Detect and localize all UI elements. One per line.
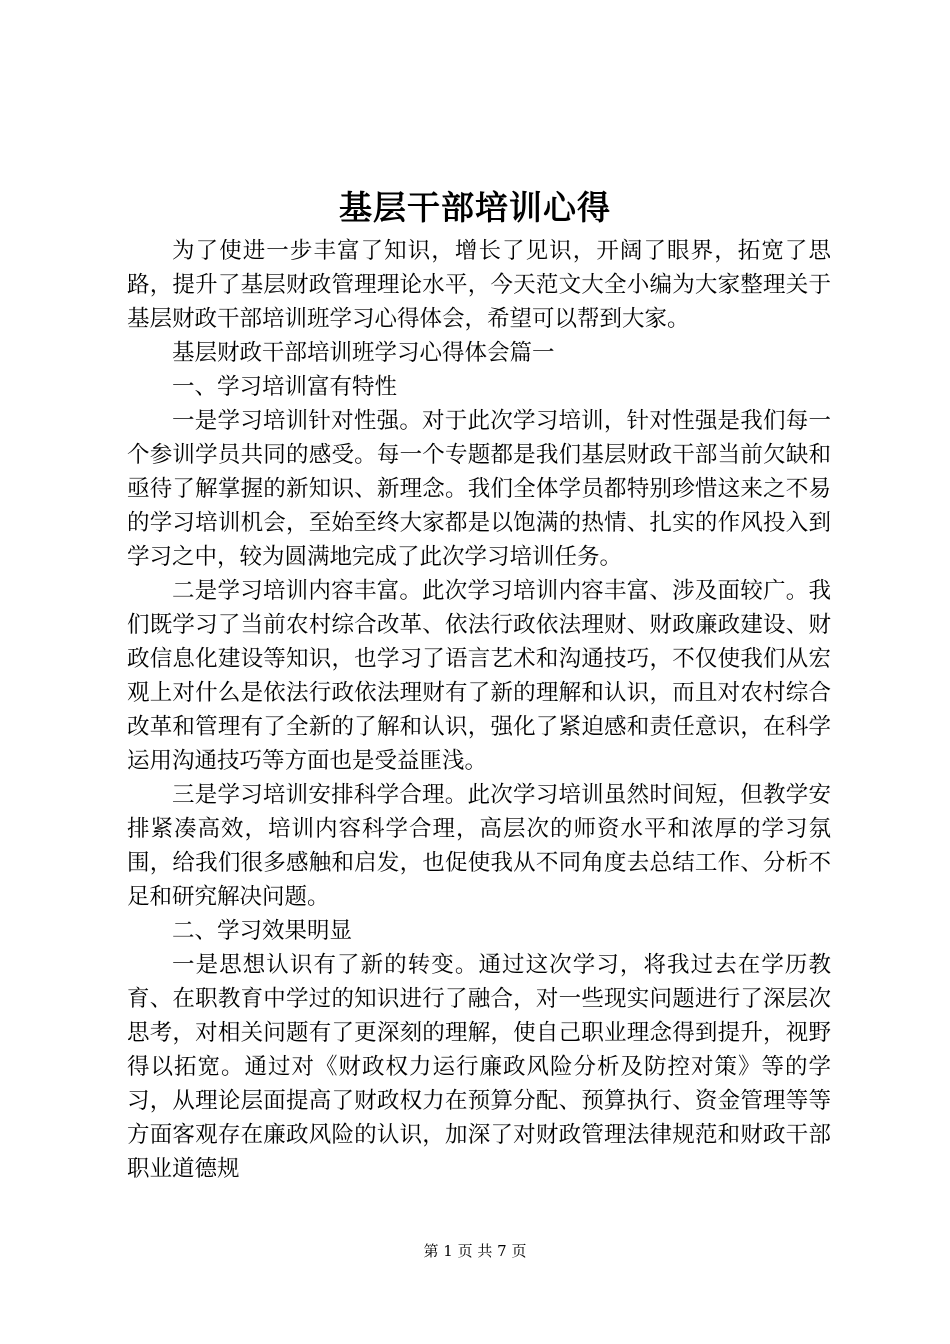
paragraph-2-1: 一是思想认识有了新的转变。通过这次学习，将我过去在学历教育、在职教育中学过的知识进行了融合，对一些现实问题进行了深层次思考，对相关问题有了更深刻的理解，使自己职业理念得到提升，视野得以拓宽。通过对《财政权力运行廉政风险分析及防控对策》等的学习，从理论层面提高了财政权力在预算分配、预算执行、资金管理等等方面客观存在廉政风险的认识，加深了对财政管理法律规范和财政干部职业道德规	[127, 952, 831, 1182]
document-title: 基层干部培训心得	[339, 188, 611, 227]
page-footer: 第 1 页 共 7 页	[423, 1242, 527, 1260]
paragraph-1-2: 二是学习培训内容丰富。此次学习培训内容丰富、涉及面较广。我们既学习了当前农村综合改革、依法行政依法理财、财政廉政建设、财政信息化建设等知识，也学习了语言艺术和沟通技巧，不仅使我们从宏观上对什么是依法行政依法理财有了新的理解和认识，而且对农村综合改革和管理有了全新的了解和认识，强化了紧迫感和责任意识，在科学运用沟通技巧等方面也是受益匪浅。	[127, 578, 831, 774]
paragraph-heading-2: 二、学习效果明显	[172, 918, 353, 944]
paragraph-section-heading: 基层财政干部培训班学习心得体会篇一	[172, 340, 555, 366]
paragraph-1-3: 三是学习培训安排科学合理。此次学习培训虽然时间短，但教学安排紧凑高效，培训内容科学合理，高层次的师资水平和浓厚的学习氛围，给我们很多感触和启发，也促使我从不同角度去总结工作、分析不足和研究解决问题。	[127, 782, 831, 910]
paragraph-intro: 为了使进一步丰富了知识，增长了见识，开阔了眼界，拓宽了思路，提升了基层财政管理理论水平，今天范文大全小编为大家整理关于基层财政干部培训班学习心得体会，希望可以帮到大家。	[127, 238, 831, 332]
paragraph-heading-1: 一、学习培训富有特性	[172, 374, 398, 400]
paragraph-1-1: 一是学习培训针对性强。对于此次学习培训，针对性强是我们每一个参训学员共同的感受。每一个专题都是我们基层财政干部当前欠缺和亟待了解掌握的新知识、新理念。我们全体学员都特别珍惜这来之不易的学习培训机会，至始至终大家都是以饱满的热情、扎实的作风投入到学习之中，较为圆满地完成了此次学习培训任务。	[127, 408, 831, 570]
document-body	[127, 234, 831, 1186]
